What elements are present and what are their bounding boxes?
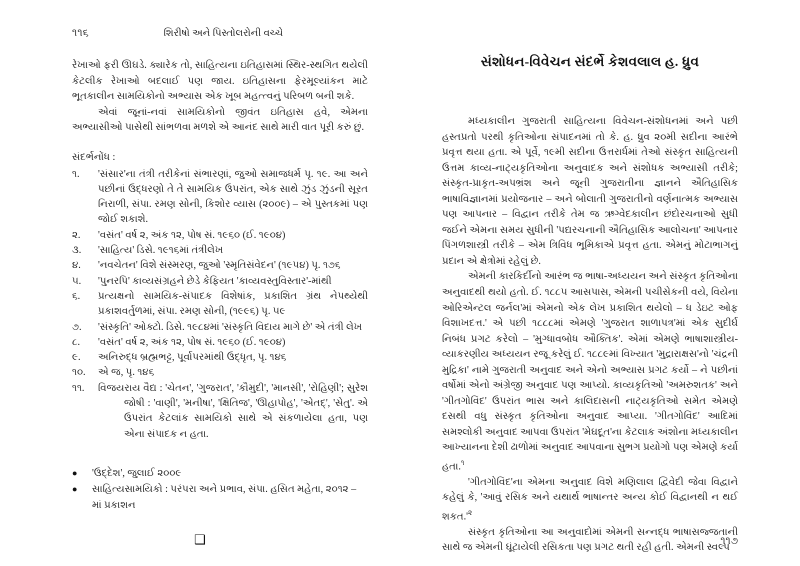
reference-text: એ જ, પૃ. ૧૪૬ (98, 367, 155, 379)
running-head-left (72, 28, 368, 44)
reference-item (72, 365, 368, 380)
page-folio-right: ૧૧૭ (720, 536, 738, 547)
reference-item (72, 320, 368, 335)
reference-number: ૨. (72, 229, 81, 241)
reference-number: ૮. (72, 336, 81, 348)
article-title: સંશોધન-વિવેચન સંદર્ભે કેશવલાલ હ. ધ્રુવ (480, 54, 700, 69)
body-paragraph-1: રેખાઓ ફરી ઊઘડે. ક્યારેક તો, સાહિત્યના ઇતિહાસમાં સ્થિર-સ્થગિત થયેલી કેટલીક રેખાઓ બદલાઈ પણ જાય. ઇતિહાસના ફેરમૂલ્યાંકન માટે ભૂતકાલીન સામયિકોનો અભ્યાસ એક ખૂબ મહત્ત્વનું પરિબળ બની શકે. (72, 60, 368, 103)
reference-number: ૭. (72, 321, 82, 333)
body-paragraph-2: એવાં જૂનાં-નવાં સામયિકોનો જીવંત ઇતિહાસ હવે, એમના અભ્યાસીઓ પાસેથી સાંભળવા મળશે એ આનંદ સાથે મારી વાત પૂરી કરું છું. (72, 106, 368, 134)
reference-text: વિજયરાય વૈદ્ય : 'ચેતન', 'ગુજરાત', 'કૌમુદી', 'માનસી', 'રોહિણી'; સુરેશ જોષી : 'વાણી', 'મનીષા', 'ક્ષિતિજ', 'ઊહાપોહ', 'એતદ્', 'સેતુ'. એ ઉપરાંત કેટલાંક સામયિકો સાથે એ સંકળાયેલા હતા, પણ એના સંપાદક ન હતા. (98, 382, 368, 440)
reference-item (72, 258, 368, 273)
body-paragraph-3 (442, 475, 738, 525)
reference-item (72, 274, 368, 289)
end-of-article-square-icon: ❑ (194, 531, 206, 547)
bullet-dot-icon: ● (72, 467, 78, 478)
references-heading: સંદર્ભનોંધ : (72, 151, 116, 163)
reference-item (72, 381, 368, 442)
reference-text: અનિરુદ્ધ બ્રહ્મભટ્ટ, પૂર્વાપરમાંથી ઉદ્ધૃત, પૃ. ૧૪૬ (98, 352, 287, 364)
right-page (400, 0, 800, 566)
reference-item (72, 228, 368, 243)
reference-number: ૩. (72, 245, 82, 257)
reference-text: 'સંસાર'ના તંત્રી તરીકેનાં સંભારણાં, જુઓ સમાજધર્મ પૃ. ૧૯. આ અને પછીનાં ઉદ્ધરણો તે તે સામયિક ઉપરાંત, એક સાથે ઝુંડ ઝુંડની સૂરત નિરાળી, સંપા. રમણ સોની, કિશોર વ્યાસ (૨૦૦૯) – એ પુસ્તકમાં પણ જોઈ શકાશે. (98, 168, 368, 226)
source-note-item (72, 482, 368, 513)
source-note-text: સાહિત્યસામયિકો : પરંપરા અને પ્રભાવ, સંપા. હસિત મહેતા, ૨૦૧૨ – માં પ્રકાશન (92, 484, 357, 511)
running-head-title: શિરીષો અને પિસ્તોલરોની વચ્ચે (163, 28, 284, 39)
source-note-item (72, 466, 368, 481)
reference-text: 'સાહિત્ય' ડિસે. ૧૯૧૬માં તંત્રીલેખ (98, 245, 224, 257)
reference-number: ૯. (72, 352, 81, 364)
reference-text: 'વસંત' વર્ષ ૨, અંક ૧૨, પોષ સં. ૧૯૬૦ (ઈ. ૧૯૦૪) (98, 229, 286, 241)
reference-item (72, 350, 368, 365)
body-paragraph-2 (442, 269, 738, 474)
reference-text: પ્રત્યક્ષનો સામયિક-સંપાદક વિશેષાંક, પ્રકાશિત ગ્રંથ નેપથ્યેથી પ્રકાશવર્તુળમાં, સંપા. રમણ સોની, (૧૯૯૬) પૃ. ૫૯ (98, 290, 368, 318)
reference-text: 'પુનરપિ' કાવ્યસંગ્રહને છેડે કેફિયત 'કાવ્યવસ્તુવિસ્તાર'-માંથી (98, 275, 332, 287)
source-note-text: 'ઉદ્દેશ', જુલાઈ ૨૦૦૯ (92, 467, 182, 479)
reference-number: ૧. (72, 168, 80, 180)
source-note-block (72, 466, 368, 513)
reference-item (72, 243, 368, 258)
paragraph-text: એમની કારકિર્દીનો આરંભ જ ભાષા-અધ્યયન અને સંસ્કૃત કૃતિઓના અનુવાદથી થયો હતો. ઈ. ૧૮૮૫ આસપાસ, એમની પચીસેકની વયે, વિયેના ઓરિએન્ટલ જર્નલ'માં એમનો એક લેખ પ્રકાશિત થયેલો – ધ ડેઇટ ઓફ વિશાખદત્ત.' એ પછી ૧૮૮૮માં એમણે 'ગુજરાત શાળાપત્ર'માં એક સુદીર્ઘ નિબંધ પ્રગટ કરેલો – 'મુગ્ધાવબોધ ઔક્તિક'. એમાં એમણે ભાષાશાસ્ત્રીય-વ્યાકરણીય અધ્યયન રજૂ કરેલું ઈ. ૧૮૮૯માં વિખ્યાત 'મુદ્રારાક્ષસ'નો 'ચંદ્રની મુદ્રિકા' નામે ગુજરાતી અનુવાદ અને એનો અભ્યાસ પ્રગટ કર્યો – ને પછીનાં વર્ષોમાં એનો અંગ્રેજી અનુવાદ પણ આપ્યો. કાવ્યકૃતિઓ 'અમરુશતક' અને 'ગીતગોવિંદ' ઉપરાંત ભાસ અને કાલિદાસની નાટ્યકૃતિઓ સમેત એમણે દસથી વધુ સંસ્કૃત કૃતિઓના અનુવાદ આપ્યા. 'ગીતગોવિંદ' આદિમાં સમશ્લોકી અનુવાદ આપવા ઉપરાંત 'મેઘદૂત'ના કેટલાક અંશોના મધ્યકાલીન આખ્યાનના દેશી ઢાળોમાં અનુવાદ આપવાના સુભગ પ્રયોગો પણ એમણે કર્યા હતા. (442, 271, 738, 473)
body-paragraph-4: સંસ્કૃત કૃતિઓના આ અનુવાદોમાં એમની સન્નદ્ધ ભાષાસજ્જતાની સાથે જ એમની ઘૂંટાયેલી રસિકતા પણ પ્રગટ થતી રહી હતી. એમની સ્વલ્પ (442, 526, 738, 554)
bullet-dot-icon: ● (72, 484, 78, 495)
footnote-marker: ૧ (460, 459, 465, 468)
reference-item (72, 335, 368, 350)
page-folio-left: ૧૧૬ (72, 28, 89, 39)
right-page-body (442, 114, 738, 556)
footnote-marker: ૨ (467, 509, 473, 518)
reference-item (72, 167, 368, 228)
reference-text: 'વસંત' વર્ષ ૨, અંક ૧૨, પોષ સં. ૧૯૬૦ (ઈ. ૧૯૦૪) (98, 336, 286, 348)
reference-number: ૧૧. (72, 382, 85, 394)
reference-text: 'સંસ્કૃતિ' ઓક્ટો. ડિસે. ૧૯૮૪માં 'સંસ્કૃતિ વિદાય માગે છે' એ તંત્રી લેખ (98, 321, 363, 333)
body-paragraph-1: મધ્યકાલીન ગુજરાતી સાહિત્યના વિવેચન-સંશોધનમાં અને પછી હસ્તપ્રતો પરથી કૃતિઓના સંપાદનમાં તો કે. હ. ધ્રુવ ૨૦મી સદીના આરંભે પ્રવૃત્ત થયા હતા. એ પૂર્વે, ૧૯મી સદીના ઉત્તરાર્ધમાં તેઓ સંસ્કૃત સાહિત્યની ઉત્તમ કાવ્ય-નાટ્યકૃતિઓના અનુવાદક અને સંશોધક અભ્યાસી તરીકે; સંસ્કૃત-પ્રાકૃત-અપભ્રંશ અને જૂની ગુજરાતીના જ્ઞાનને ઐતિહાસિક ભાષાવિજ્ઞાનમાં પ્રયોજનાર – અને બોલાતી ગુજરાતીનો વર્ણનાત્મક અભ્યાસ પણ આપનાર – વિદ્વાન તરીકે તેમ જ ઋગ્વેદકાલીન છંદોરચનાઓ સુધી જઈને એમના સમય સુધીની 'પદ્યરચનાની ઐતિહાસિક આલોચના' આપનાર પિંગળશાસ્ત્રી તરીકે – એમ ત્રિવિધ ભૂમિકાએ પ્રવૃત્ત હતા. એમનું મોટાભાગનું પ્રદાન એ ક્ષેત્રોમાં રહેલું છે. (442, 116, 738, 267)
paragraph-text: 'ગીતગોવિંદ'ના એમના અનુવાદ વિશે મણિલાલ દ્વિવેદી જેવા વિદ્વાને કહેલું કે, 'આવું રસિક અને યથાર્થ ભાષાન્તર અન્ય કોઈ વિદ્વાનથી ન થઈ શકત.' (442, 476, 738, 523)
reference-number: ૬. (72, 290, 81, 302)
reference-item (72, 289, 368, 320)
reference-number: ૧૦. (72, 367, 86, 379)
reference-text: 'નવચેતન' વિશે સંસ્મરણ, જુઓ 'સ્મૃતિસંવેદન' (૧૯૫૪) પૃ. ૧૭૬ (98, 260, 341, 272)
reference-number: ૫. (72, 275, 82, 287)
reference-number: ૪. (72, 260, 81, 272)
references-list (72, 167, 368, 442)
